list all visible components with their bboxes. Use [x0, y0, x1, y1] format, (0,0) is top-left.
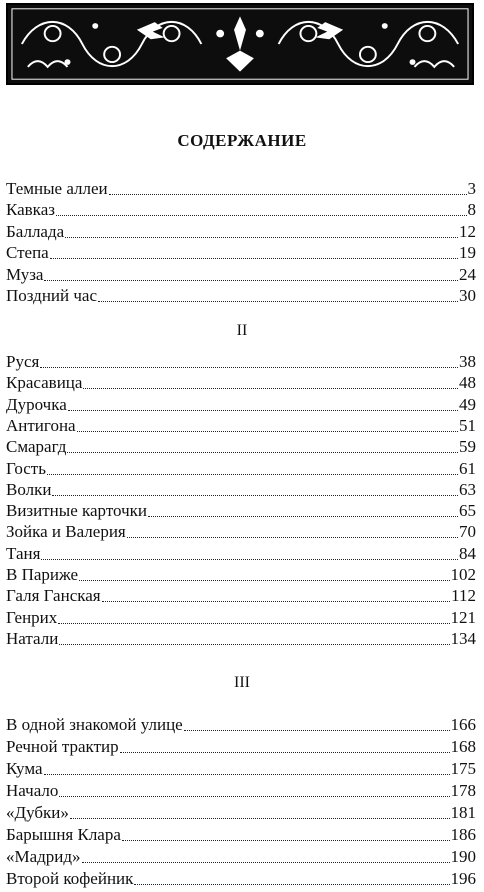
dot-leader [134, 883, 449, 885]
page-number: 19 [459, 243, 476, 263]
toc-entry[interactable] [6, 177, 476, 199]
dot-leader [44, 773, 450, 775]
page-number: 186 [450, 825, 476, 844]
floral-ornament-icon [8, 5, 472, 83]
toc-entry[interactable] [6, 220, 476, 242]
entry-title: Второй кофейник [6, 869, 134, 888]
entry-title: Натали [6, 628, 59, 648]
dot-leader [127, 536, 458, 538]
entry-title: Дурочка [6, 394, 67, 414]
entry-title: Смарагд [6, 437, 67, 457]
entry-title: В Париже [6, 565, 79, 584]
dot-leader [52, 494, 458, 496]
dot-leader [67, 451, 458, 453]
toc-entry[interactable] [6, 520, 476, 542]
page-number: 51 [459, 415, 476, 435]
entry-title: Визитные карточки [6, 501, 147, 521]
page-number: 121 [450, 607, 476, 627]
page-number: 190 [450, 847, 476, 866]
dot-leader [148, 515, 458, 517]
page-number: 70 [459, 522, 476, 542]
entry-title: Барышня Клара [6, 825, 121, 844]
entry-title: Таня [6, 543, 41, 563]
dot-leader [102, 600, 451, 602]
entry-title: Начало [6, 781, 59, 800]
page-number: 8 [467, 200, 476, 220]
toc-entry[interactable] [6, 198, 476, 220]
dot-leader [83, 387, 458, 389]
entry-title: Зойка и Валерия [6, 522, 126, 542]
toc-entry[interactable] [6, 414, 476, 436]
toc-entry[interactable] [6, 713, 476, 735]
page-number: 63 [459, 479, 476, 499]
page-number: 12 [459, 221, 476, 241]
toc-entry[interactable] [6, 867, 476, 889]
entry-title: Кума [6, 759, 43, 778]
page-number: 48 [459, 373, 476, 393]
page-number: 166 [450, 715, 476, 734]
page-number: 59 [459, 437, 476, 457]
toc-entry[interactable] [6, 542, 476, 564]
dot-leader [68, 409, 458, 411]
entry-title: Красавица [6, 373, 83, 393]
dot-leader [59, 795, 449, 797]
toc-entry[interactable] [6, 435, 476, 457]
toc-entry[interactable] [6, 801, 476, 823]
entry-title: В одной знакомой улице [6, 715, 183, 734]
dot-leader [50, 257, 458, 259]
entry-title: Галя Ганская [6, 586, 101, 606]
entry-title: Антигона [6, 415, 76, 435]
page-number: 30 [459, 286, 476, 305]
dot-leader [82, 861, 450, 863]
entry-title: Руся [6, 352, 40, 371]
toc-entry[interactable] [6, 823, 476, 845]
dot-leader [98, 300, 458, 302]
toc-entry[interactable] [6, 241, 476, 263]
toc-entry[interactable] [6, 845, 476, 867]
page-number: 24 [459, 264, 476, 284]
page-number: 112 [451, 586, 476, 606]
dot-leader [109, 193, 467, 195]
page-number: 84 [459, 543, 476, 563]
dot-leader [58, 622, 449, 624]
page-number: 134 [450, 628, 476, 648]
dot-leader [65, 236, 458, 238]
page-number: 196 [450, 869, 476, 888]
toc-entry[interactable] [6, 627, 476, 649]
dot-leader [122, 839, 450, 841]
page-number: 102 [450, 565, 476, 584]
entry-title: Генрих [6, 607, 58, 627]
dot-leader [184, 729, 450, 731]
entry-title: «Дубки» [6, 803, 69, 822]
ornamental-header-banner [6, 3, 474, 85]
toc-entry[interactable] [6, 563, 476, 585]
toc-entry[interactable] [6, 757, 476, 779]
toc-entry[interactable] [6, 350, 476, 372]
page-number: 3 [467, 179, 476, 198]
entry-title: Гость [6, 458, 46, 478]
dot-leader [59, 643, 449, 645]
page-number: 65 [459, 501, 476, 521]
section-heading: III [234, 674, 250, 691]
dot-leader [47, 473, 458, 475]
page-number: 168 [450, 737, 476, 756]
page-number: 178 [450, 781, 476, 800]
entry-title: Муза [6, 264, 44, 284]
entry-title: Степа [6, 243, 49, 263]
dot-leader [40, 366, 458, 368]
toc-entry[interactable] [6, 478, 476, 500]
toc-entry[interactable] [6, 499, 476, 521]
section-heading: II [236, 322, 248, 339]
entry-title: «Мадрид» [6, 847, 81, 866]
toc-entry[interactable] [6, 584, 476, 606]
toc-entry[interactable] [6, 263, 476, 285]
entry-title: Темные аллеи [6, 179, 108, 198]
entry-title: Баллада [6, 221, 65, 241]
toc-entry[interactable] [6, 606, 476, 628]
dot-leader [120, 751, 450, 753]
toc-entry[interactable] [6, 779, 476, 801]
toc-entry[interactable] [6, 371, 476, 393]
page-number: 175 [450, 759, 476, 778]
page-title: СОДЕРЖАНИЕ [177, 131, 307, 150]
entry-title: Кавказ [6, 200, 55, 220]
toc-entry[interactable] [6, 284, 476, 306]
toc-entry[interactable] [6, 457, 476, 479]
entry-title: Волки [6, 479, 52, 499]
entry-title: Речной трактир [6, 737, 119, 756]
dot-leader [56, 214, 467, 216]
page-number: 38 [459, 352, 476, 371]
dot-leader [77, 430, 458, 432]
toc-entry[interactable] [6, 735, 476, 757]
dot-leader [70, 817, 450, 819]
dot-leader [44, 279, 458, 281]
toc-entry[interactable] [6, 393, 476, 415]
dot-leader [41, 558, 458, 560]
page-number: 181 [450, 803, 476, 822]
page-number: 61 [459, 458, 476, 478]
dot-leader [79, 579, 449, 581]
page-number: 49 [459, 394, 476, 414]
entry-title: Поздний час [6, 286, 98, 305]
